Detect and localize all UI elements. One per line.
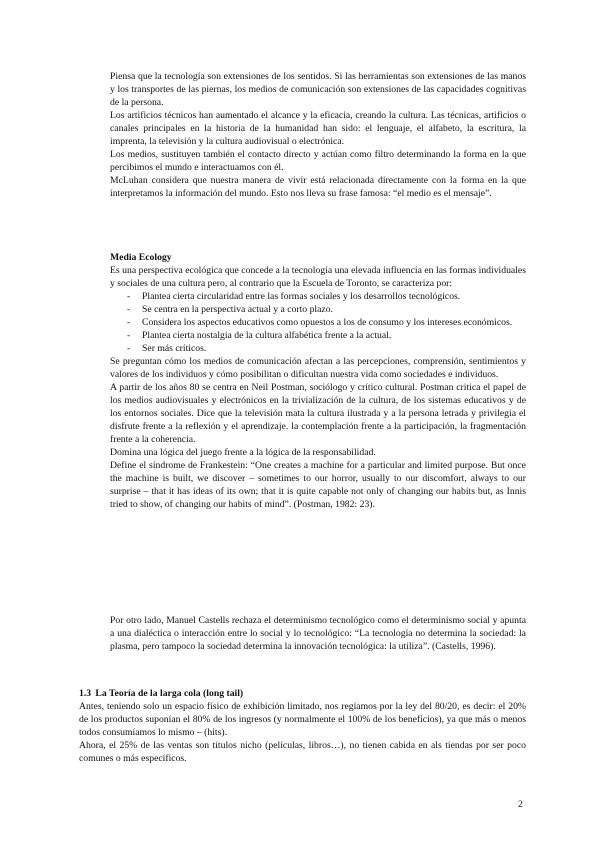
list-item-text: Plantea cierta nostalgia de la cultura alfabética frente a la actual.: [142, 330, 392, 341]
paragraph: McLuhan considera que nuestra manera de vivir está relacionada directamente con la forma en la que interpretamos la información del mundo. Esto nos lleva su frase famosa: “el medio es el mensaje”.: [110, 175, 526, 199]
section-number: 1.3: [79, 688, 92, 699]
media-ecology-section: [110, 251, 526, 511]
paragraph: Ahora, el 25% de las ventas son títulos nicho (películas, libros…), no tienen cabida en als tiendas por ser poco comunes o más específicos.: [79, 740, 526, 764]
castells-paragraph-block: [110, 614, 526, 653]
long-tail-section: [79, 687, 526, 765]
paragraph: Es una perspectiva ecológica que concede a la tecnología una elevada influencia en las formas individuales y sociales de una cultura pero, al contrario que la Escuela de Toronto, se caracteriza por:: [110, 265, 526, 289]
list-item: [110, 290, 526, 303]
bullet-list: [110, 290, 526, 355]
list-item-text: Ser más críticos.: [142, 343, 207, 354]
paragraph: Define el síndrome de Frankestein: “One creates a machine for a particular and limited purpose. But once the machine is built, we discover – sometimes to our horror, usually to our discomfort, always to our surprise – that it has ideas of its own; that it is quite capable not only of changing our habits but, as Innis tried to show, of changing our habits of mind”. (Postman, 1982: 23).: [110, 460, 526, 510]
paragraph: Se preguntan cómo los medios de comunicación afectan a las percepciones, comprensión, sentimientos y valores de los individuos y cómo posibilitan o dificultan nuestra vida como sociedades e individuos.: [110, 356, 526, 380]
bullet-marker: -: [127, 330, 131, 341]
bullet-marker: -: [127, 343, 131, 354]
section-heading: [79, 687, 526, 700]
paragraph: Por otro lado, Manuel Castells rechaza el determinismo tecnológico como el determinismo social y apunta a una dialéctica o interacción entre lo social y lo tecnológico: “La tecnología no determina la sociedad: la plasma, pero tampoco la sociedad determina la innovación tecnológica: la utiliza”. (Castells, 1996).: [110, 615, 526, 652]
media-ecology-heading: Media Ecology: [110, 252, 172, 263]
paragraph: Domina una lógica del juego frente a la lógica de la responsabilidad.: [110, 447, 376, 458]
paragraph: Antes, teniendo solo un espacio físico de exhibición limitado, nos regíamos por la ley del 80/20, es decir: el 20% de los productos suponían el 80% de los ingresos (y normalmente el 100% de los beneficios), ya que más o menos todos consumíamos lo mismo – (hits).: [79, 701, 526, 738]
page-number: 2: [518, 799, 523, 810]
paragraph: Los medios, sustituyen también el contacto directo y actúan como filtro determinando la forma en la que percibimos el mundo e interactuamos con él.: [110, 149, 526, 173]
list-item-text: Plantea cierta circularidad entre las formas sociales y los desarrollos tecnológicos.: [142, 291, 461, 302]
bullet-marker: -: [127, 304, 131, 315]
bullet-marker: -: [127, 291, 131, 302]
intro-paragraphs: [110, 70, 526, 200]
list-item: [110, 329, 526, 342]
bullet-marker: -: [127, 317, 131, 328]
list-item: [110, 316, 526, 329]
list-item: [110, 342, 526, 355]
list-item-text: Se centra en la perspectiva actual y a corto plazo.: [142, 304, 333, 315]
list-item: [110, 303, 526, 316]
section-title: La Teoría de la larga cola (long tail): [95, 688, 244, 699]
list-item-text: Considera los aspectos educativos como opuestos a los de consumo y los intereses económicos.: [142, 317, 513, 328]
paragraph: Piensa que la tecnología son extensiones de los sentidos. Si las herramientas son extensiones de las manos y los transportes de las piernas, los medios de comunicación son extensiones de las capacidades cognitivas de la persona.: [110, 71, 526, 108]
paragraph: Los artificios técnicos han aumentado el alcance y la eficacia, creando la cultura. Las técnicas, artificios o canales principales en la historia de la humanidad han sido: el lenguaje, el alfabeto, la escritura, la imprenta, la televisión y la cultura audiovisual o electrónica.: [110, 110, 526, 147]
paragraph: A partir de los años 80 se centra en Neil Postman, sociólogo y crítico cultural. Postman critica el papel de los medios audiovisuales y electrónicos en la trivialización de la cultura, de los sistemas educativos y de los entornos sociales. Dice que la televisión mata la cultura ilustrada y a la persona letrada y privilegia el disfrute frente a la reflexión y el aprendizaje. la contemplación frente a la participación, la fragmentación frente a la coherencia.: [110, 382, 526, 445]
